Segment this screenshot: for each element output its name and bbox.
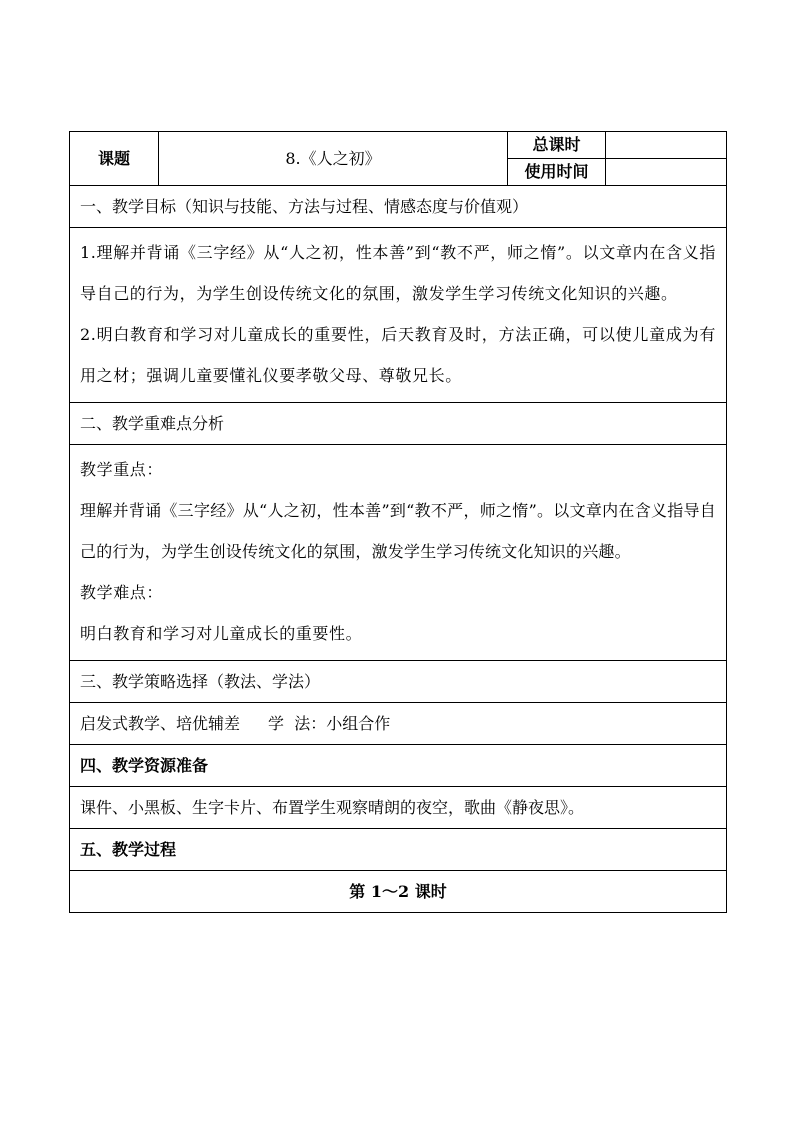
section3-heading: 三、教学策略选择（教法、学法） <box>70 661 727 703</box>
lesson-plan-table <box>69 131 727 913</box>
section1-heading-row <box>70 186 727 228</box>
section1-heading: 一、教学目标（知识与技能、方法与过程、情感态度与价值观） <box>70 186 727 228</box>
section3-body-row <box>70 703 727 745</box>
section4-heading: 四、教学资源准备 <box>70 745 727 787</box>
key-point-text: 理解并背诵《三字经》从“人之初，性本善”到“教不严，师之惰”。以文章内在含义指导自己的行为，为学生创设传统文化的氛围，激发学生学习传统文化知识的兴趣。 <box>80 501 716 561</box>
difficulty-text: 明白教育和学习对儿童成长的重要性。 <box>80 624 363 643</box>
section2-body <box>70 445 727 661</box>
goal-2: 2.明白教育和学习对儿童成长的重要性，后天教育及时，方法正确，可以使儿童成为有用之材；强调儿童要懂礼仪要孝敬父母、尊敬兄长。 <box>80 325 716 385</box>
total-hours-value <box>606 132 727 159</box>
section2-heading: 二、教学重难点分析 <box>70 403 727 445</box>
period-row <box>70 871 727 913</box>
usage-time-label: 使用时间 <box>508 159 606 186</box>
learning-method: 学 法：小组合作 <box>268 713 391 733</box>
section1-body-row <box>70 228 727 403</box>
section4-body: 课件、小黑板、生字卡片、布置学生观察晴朗的夜空，歌曲《静夜思》。 <box>70 787 727 829</box>
usage-time-value <box>606 159 727 186</box>
section3-body <box>70 703 727 745</box>
section5-heading-row <box>70 829 727 871</box>
teaching-method: 启发式教学、培优辅差 <box>80 713 241 733</box>
total-hours-label: 总课时 <box>508 132 606 159</box>
section3-heading-row <box>70 661 727 703</box>
section4-heading-row <box>70 745 727 787</box>
section1-body <box>70 228 727 403</box>
key-point-label: 教学重点： <box>80 460 164 479</box>
section2-heading-row <box>70 403 727 445</box>
subject-label: 课题 <box>70 132 159 186</box>
period-label: 第 1～2 课时 <box>70 871 727 913</box>
section5-heading: 五、教学过程 <box>70 829 727 871</box>
header-row <box>70 132 727 159</box>
goal-1: 1.理解并背诵《三字经》从“人之初，性本善”到“教不严，师之惰”。以文章内在含义指导自己的行为，为学生创设传统文化的氛围，激发学生学习传统文化知识的兴趣。 <box>80 243 716 303</box>
difficulty-label: 教学难点： <box>80 583 164 602</box>
section4-body-row <box>70 787 727 829</box>
lesson-title: 8.《人之初》 <box>159 132 508 186</box>
section2-body-row <box>70 445 727 661</box>
